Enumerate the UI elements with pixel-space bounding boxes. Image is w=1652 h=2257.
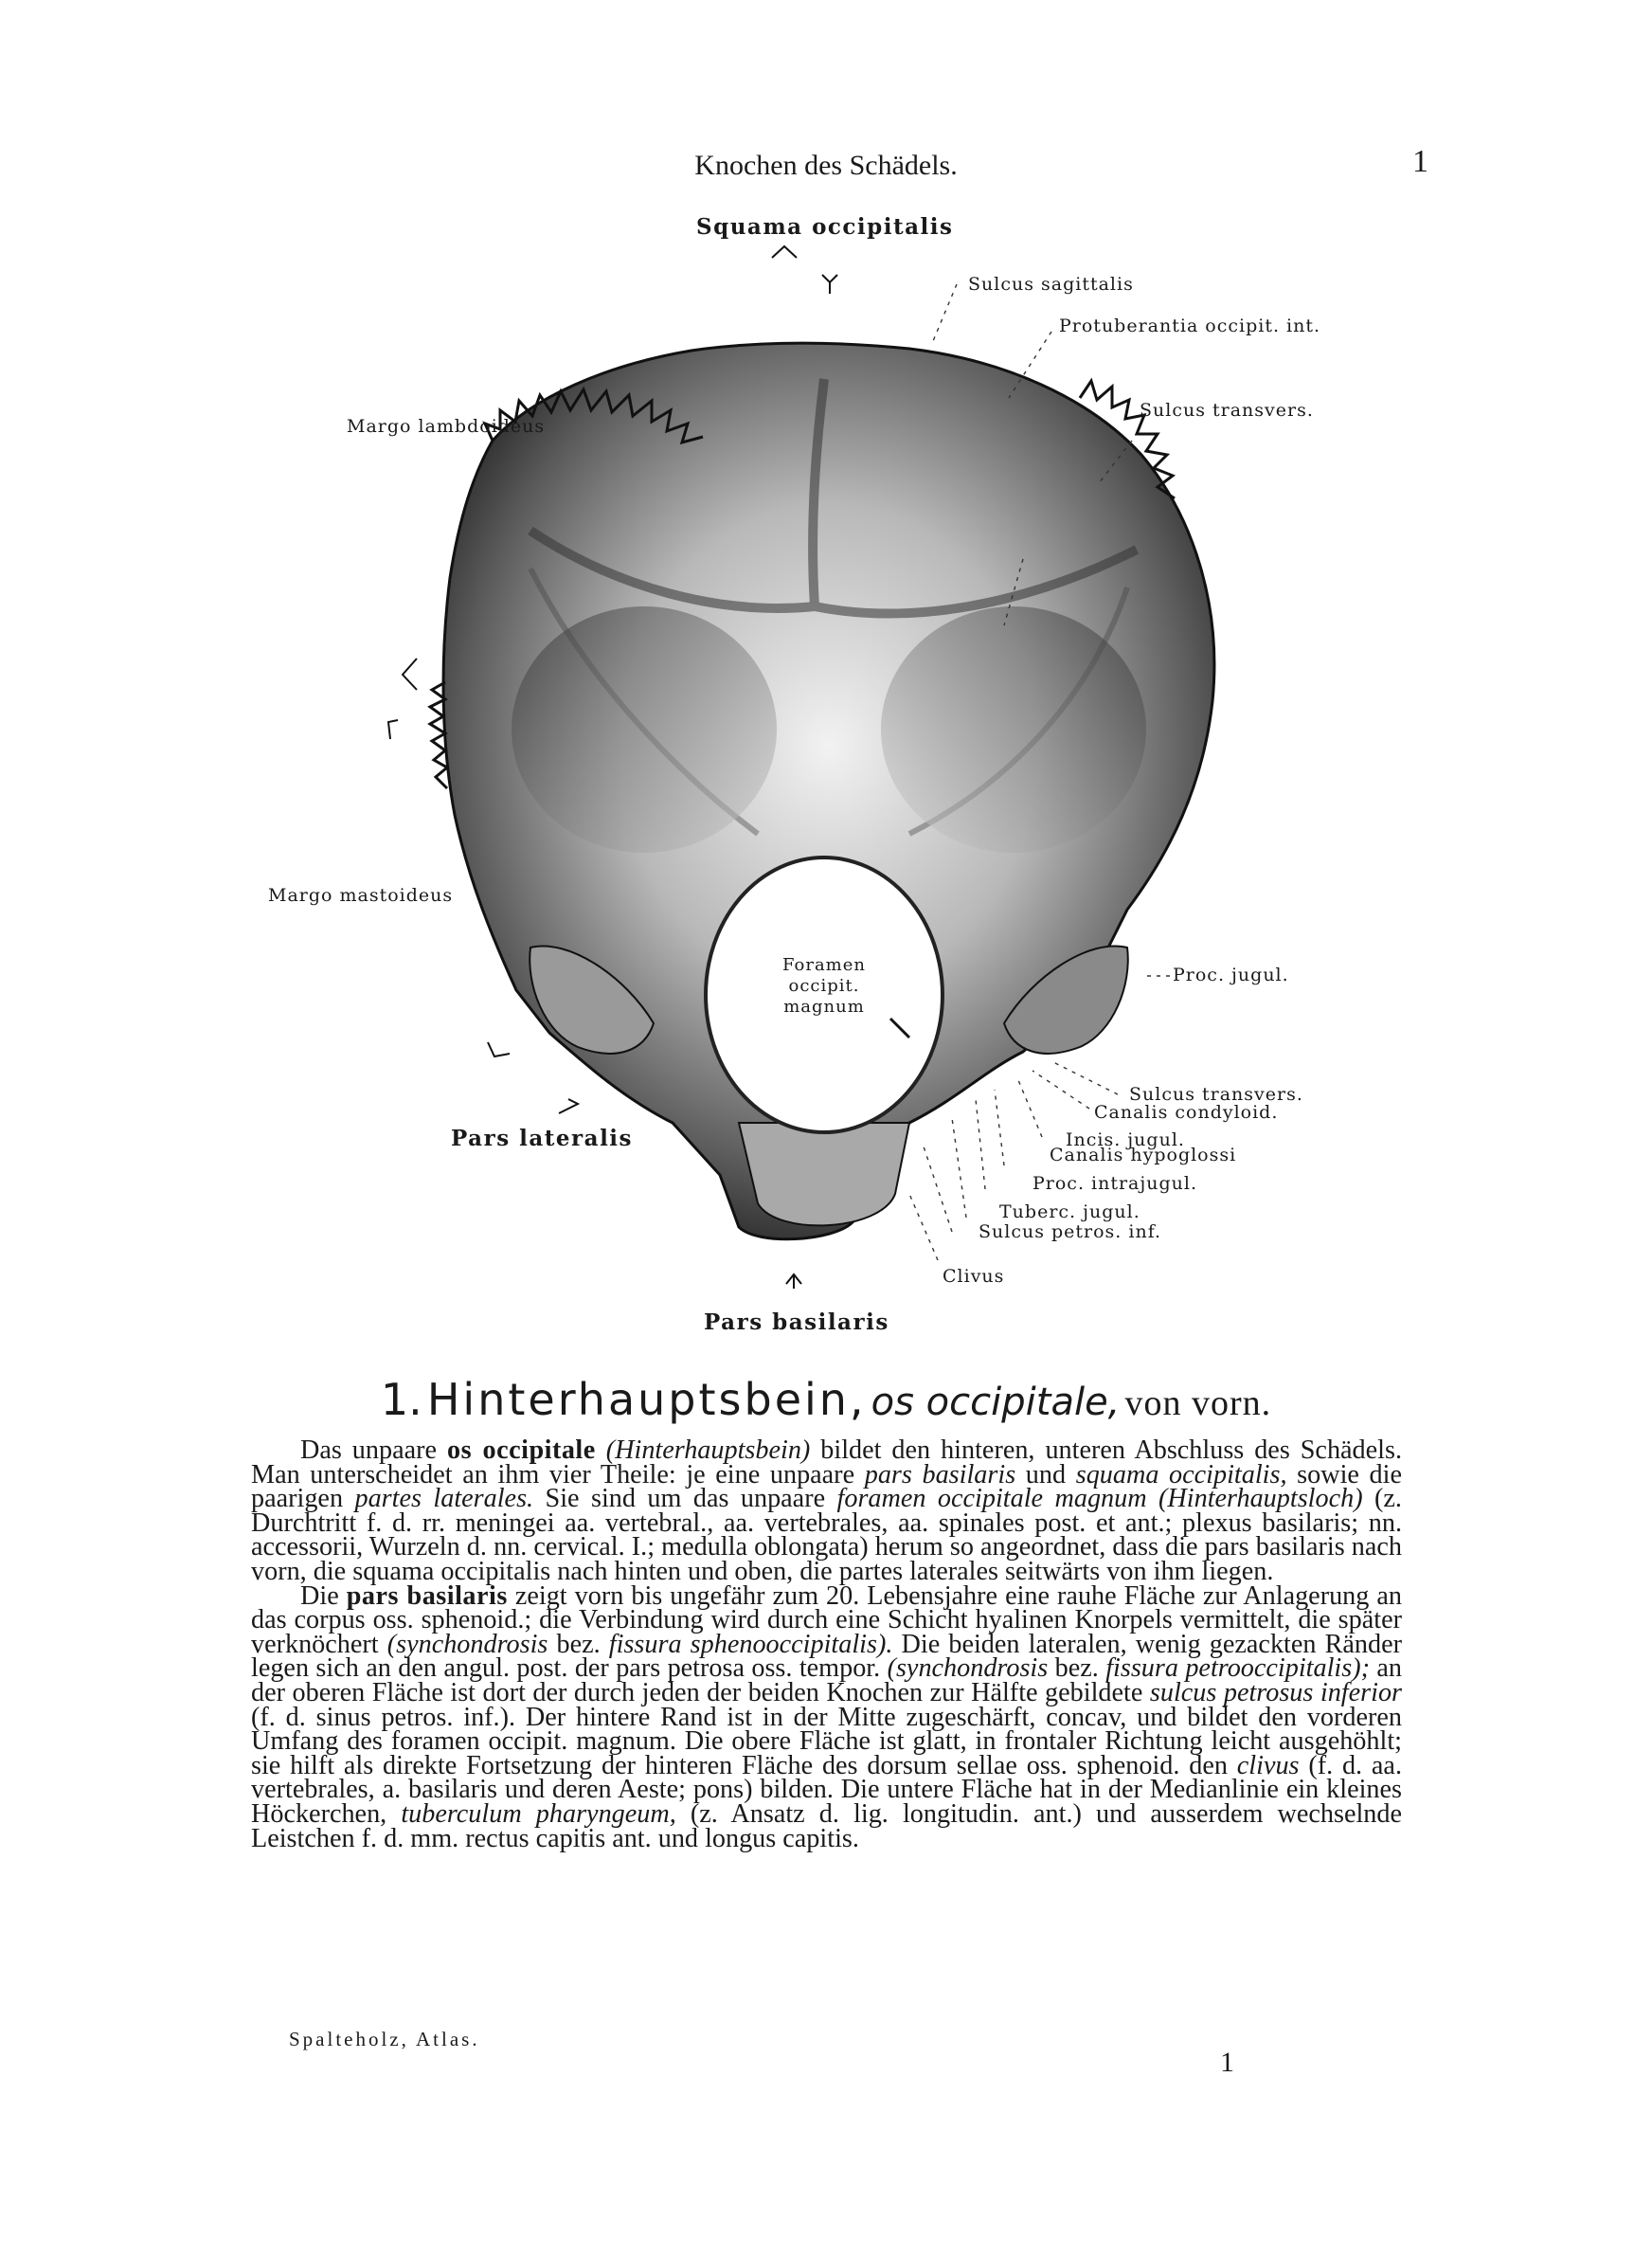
heading-suffix: von vorn. [1124,1383,1272,1423]
label-sulcus-sagittalis: Sulcus sagittalis [968,274,1134,295]
text-run: fissura sphenooccipitalis). [608,1629,893,1659]
arrow-marker [559,1099,578,1113]
text-run: pars basilaris [864,1459,1016,1490]
label-canalis-hypoglossi: Canalis hypoglossi [1050,1145,1237,1165]
label-protuberantia: Protuberantia occipit. int. [1059,316,1321,336]
label-foramen-line1: Foramen [782,955,866,975]
label-foramen-line3: magnum [783,997,865,1017]
label-squama-occipitalis: Squama occipitalis [696,214,954,240]
page-number: 1 [1412,144,1428,179]
basilar-part [739,1123,909,1225]
text-run: bildet den hinteren, unteren Abschluss des Schädels. Man unterscheidet an ihm vier Theile: je eine unpaare [251,1435,1402,1490]
label-pars-lateralis: Pars lateralis [451,1126,633,1151]
arrow-marker [388,720,398,739]
arrow-marker [822,275,837,294]
label-foramen-line2: occipit. [788,976,860,996]
body-text [251,1435,1403,1853]
footer-signature: 1 [1220,2047,1234,2078]
label-proc-jugul: Proc. jugul. [1173,965,1289,985]
text-run: squama occipitalis, [1075,1459,1287,1490]
label-clivus: Clivus [943,1266,1005,1287]
label-foramen-magnum [763,955,886,1018]
text-run: sulcus petrosus inferior [1149,1677,1403,1707]
text-run: zeigt vorn bis ungefähr zum 20. Lebensjahre eine rauhe Fläche zur Anlagerung an das corpus oss. sphenoid.; die Verbindung wird durch eine Schicht hyalinen Knorpels vermittelt, die später verknöchert [251,1580,1402,1659]
arrow-marker [786,1274,801,1289]
paragraph-2 [251,1580,1403,1853]
text-run: fissura petrooccipitalis); [1105,1653,1370,1684]
text-run: clivus [1236,1750,1300,1780]
section-heading [0,1374,1652,1425]
text-run: Sie sind um das unpaare [533,1484,837,1514]
running-title: Knochen des Schädels. [694,150,958,181]
text-run: (f. d. sinus petros. inf.). Der hintere Rand ist in der Mitte zugeschärft, concav, und bildet den vorderen Umfang des foramen occipit. magnum. Die obere Fläche ist glatt, in frontaler Richtung leicht ausgehöhlt; sie hilft als direkte Fortsetzung der hinteren Fläche des dorsum sellae oss. sphenoid. den [251,1702,1402,1780]
arrow-marker [772,246,797,258]
text-run: (f. d. aa. vertebrales, a. basilaris und deren Aeste; pons) bilden. Die untere Fläche hat in der Medianlinie ein kleines Höckerchen, [251,1750,1402,1829]
text-run: (z. Durchtritt f. d. rr. meningei aa. vertebral., aa. vertebrales, aa. spinales post. et ant.; plexus basilaris; nn. accessorii, Wurzeln d. nn. cervical. I.; medulla oblongata) herum so angeordnet, dass die pars basilaris nach vorn, die squama occipitalis nach hinten und oben, die partes laterales seitwärts von ihm liegen. [251,1484,1402,1586]
text-run: Die [300,1580,347,1611]
text-run: tuberculum pharyngeum, [401,1798,676,1829]
label-canalis-condyloid: Canalis condyloid. [1094,1102,1279,1123]
text-run: pars basilaris [346,1580,508,1611]
label-incis-jugul: Incis. jugul. [1066,1129,1185,1150]
text-run: (synchondrosis [386,1629,548,1659]
heading-number: 1. [380,1374,422,1425]
text-run: an der oberen Fläche ist dort der durch jeden der beiden Knochen zur Hälfte gebildete [251,1653,1403,1707]
heading-latin: os occipitale, [871,1381,1121,1424]
arrow-marker [403,659,417,690]
text-run: sowie die paarigen [251,1459,1402,1514]
text-run: Die beiden lateralen, wenig gezackten Ränder legen sich an den angul. post. der pars petrosa oss. tempor. [251,1629,1402,1684]
text-run: bez. [548,1629,609,1659]
arrow-marker [488,1042,510,1056]
heading-title: Hinterhauptsbein, [426,1374,867,1425]
label-proc-intrajugul: Proc. intrajugul. [1032,1173,1198,1194]
text-run: partes laterales. [354,1484,534,1514]
text-run: foramen occipitale magnum (Hinterhauptsloch) [836,1484,1363,1514]
label-margo-mastoideus: Margo mastoideus [268,885,454,906]
paragraph-1 [251,1435,1402,1586]
label-sulcus-transvers-top: Sulcus transvers. [1140,400,1314,421]
text-run: os occipitale [446,1435,596,1465]
label-pars-basilaris: Pars basilaris [704,1309,889,1335]
text-run: (z. Ansatz d. lig. longitudin. ant.) und ausserdem wechselnde Leistchen f. d. mm. rectus capitis ant. und longus capitis. [251,1798,1402,1853]
label-sulcus-petros: Sulcus petros. inf. [979,1221,1162,1242]
text-run: bez. [1048,1653,1106,1684]
footer-author: Spalteholz, Atlas. [289,2028,480,2050]
text-run: Das unpaare [300,1435,447,1465]
label-tuberc-jugul: Tuberc. jugul. [999,1201,1140,1222]
text-run: und [1015,1459,1076,1490]
label-margo-lambdoideus: Margo lambdoideus [347,416,546,437]
text-run: (synchondrosis [887,1653,1049,1684]
text-run: (Hinterhauptsbein) [595,1435,811,1465]
label-sulcus-transvers-bottom: Sulcus transvers. [1129,1084,1303,1105]
